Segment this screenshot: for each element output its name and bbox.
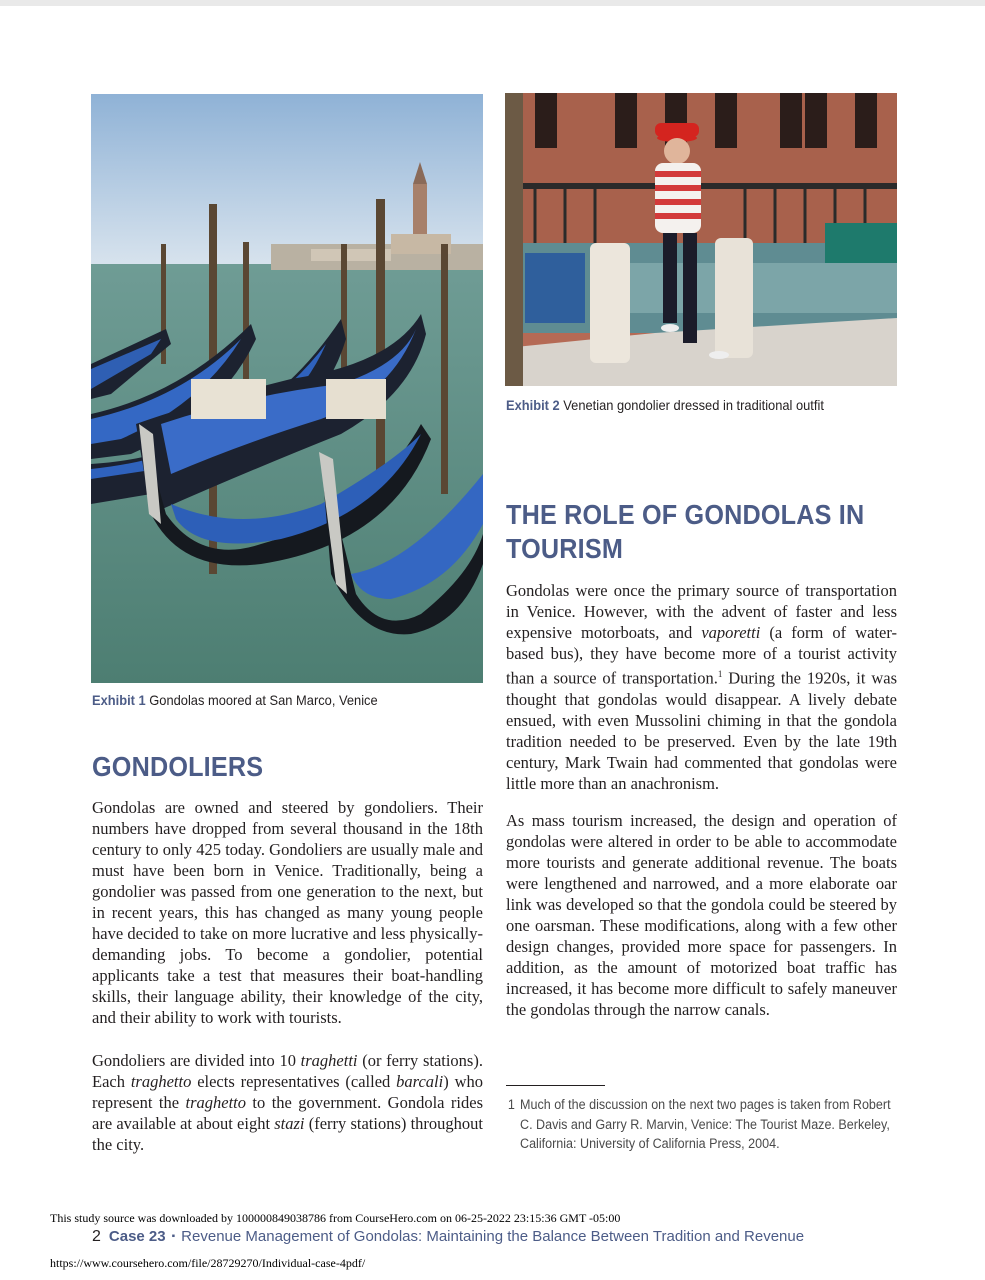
page-number: 2	[92, 1228, 101, 1245]
gondoliers-p2-italic-3: barcali	[396, 1072, 444, 1091]
role-p1-text-2: (a form of water-based bus), they have become more of a tourist activity than a source of transportation.	[506, 623, 897, 688]
exhibit-1-label: Exhibit 1	[92, 692, 146, 708]
gondoliers-p2-text-1: Gondoliers are divided into 10	[92, 1051, 301, 1070]
role-p1-italic-vaporetti: vaporetti	[701, 623, 761, 642]
role-paragraph-1	[506, 580, 897, 794]
gondoliers-paragraph-2	[92, 1050, 483, 1155]
role-p1-text-3: During the 1920s, it was thought that gondolas would disappear. A lively debate ensued, with even Mussolini chiming in that the gondola tradition needed to be preserved. Even by the late 19th century, Mark Twain had commented that gondolas were little more than an anachronism.	[506, 668, 897, 793]
gondoliers-p2-italic-1: traghetti	[300, 1051, 358, 1070]
page-footer	[92, 1228, 804, 1246]
case-label: Case 23	[108, 1228, 166, 1245]
footnote-number: 1	[507, 1097, 515, 1112]
gondoliers-heading: GONDOLIERS	[92, 751, 264, 782]
gondoliers-p2-text-2: (or ferry stations). Each	[92, 1051, 483, 1091]
footer-bullet: ▪	[171, 1231, 176, 1242]
download-notice: This study source was downloaded by 100000849038786 from CourseHero.com on 06-25-2022 23:15:36 GMT -05:00	[50, 1211, 621, 1225]
role-heading-line-1: THE ROLE OF GONDOLAS IN	[506, 499, 865, 530]
footnote-reference[interactable]: 1	[717, 669, 723, 679]
exhibit-2-caption-text: Venetian gondolier dressed in traditional outfit	[563, 397, 824, 413]
gondoliers-p2-text-4: ) who represent the	[92, 1072, 483, 1112]
role-of-gondolas-heading	[506, 498, 866, 566]
exhibit-1-caption-text: Gondolas moored at San Marco, Venice	[149, 692, 378, 708]
exhibit-2-photo	[505, 93, 897, 386]
role-p1-text-1: Gondolas were once the primary source of transportation in Venice. However, with the advent of faster and less expensive motorboats, and	[506, 581, 897, 642]
gondoliers-p2-text-5: to the government. Gondola rides are available at about eight	[92, 1093, 484, 1133]
gondoliers-p2-text-6: (ferry stations) throughout the city.	[92, 1114, 483, 1154]
exhibit-1-caption	[92, 692, 378, 708]
gondoliers-p2-italic-4: traghetto	[185, 1093, 246, 1112]
gondoliers-paragraph-1: Gondolas are owned and steered by gondoliers. Their numbers have dropped from several thousand in the 18th century to only 425 today. Gondoliers are usually male and must have been born in Venice. Traditionally, being a gondolier was passed from one generation to the next, but in recent years, this has changed as many young people have decided to take on more lucrative and less physically-demanding jobs. To become a gondolier, potential applicants take a test that measures their boat-handling skills, their language ability, their knowledge of the city, and their ability to work with tourists.	[92, 798, 483, 1027]
role-paragraph-2: As mass tourism increased, the design and operation of gondolas were altered in order to be able to accommodate more tourists and generate additional revenue. The boats were lengthened and narrowed, and a more elaborate oar link was developed so that the gondola could be steered by one oarsman. These modifications, along with a few other design changes, provided more space for passengers. In addition, as the amount of motorized boat traffic has increased, it has become more difficult to safely maneuver the gondolas through the narrow canals.	[506, 811, 897, 1019]
exhibit-2-caption	[506, 397, 824, 413]
exhibit-2-label: Exhibit 2	[506, 397, 560, 413]
footer-title: Revenue Management of Gondolas: Maintaining the Balance Between Tradition and Revenue	[181, 1228, 805, 1245]
footnote-divider	[506, 1085, 605, 1086]
gondoliers-p2-italic-5: stazi	[274, 1114, 305, 1133]
source-url-link[interactable]: https://www.coursehero.com/file/28729270/Individual-case-4pdf/	[50, 1256, 366, 1270]
exhibit-1-photo	[91, 94, 483, 683]
gondoliers-p2-italic-2: traghetto	[130, 1072, 192, 1091]
role-heading-line-2: TOURISM	[506, 533, 623, 564]
footnote-text: Much of the discussion on the next two pages is taken from Robert C. Davis and Garry R. Marvin, Venice: The Tourist Maze. Berkeley, California: University of California Press, 2004.	[520, 1097, 891, 1151]
gondoliers-p2-text-3: elects representatives (called	[191, 1072, 397, 1091]
viewer-top-bar	[0, 0, 985, 6]
footnote	[507, 1095, 897, 1154]
